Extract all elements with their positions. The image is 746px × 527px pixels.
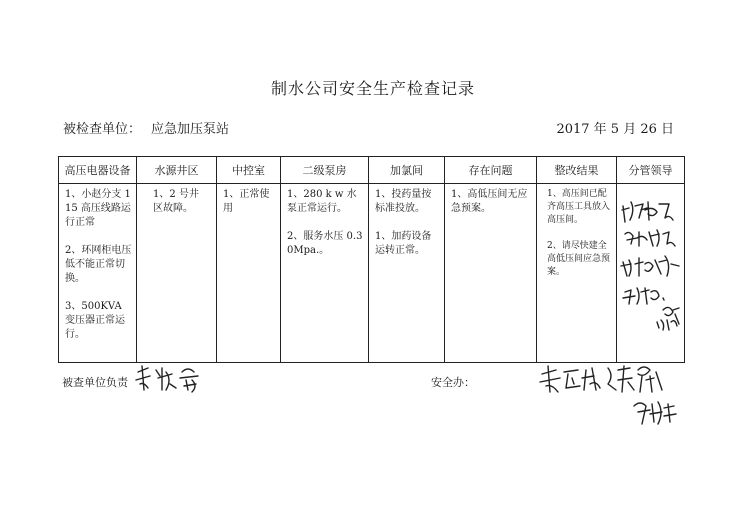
header-leader: 分管领导 (617, 157, 685, 184)
inspected-unit-row (63, 118, 229, 137)
safety-office-label: 安全办： (431, 376, 475, 389)
cell-pump-room: 1、280 k w 水泵正常运行。 2、服务水压 0.30Mpa.。 (281, 184, 369, 363)
cell-control-room: 1、正常使用 (217, 184, 281, 363)
header-control-room: 中控室 (217, 157, 281, 184)
table-header-row (59, 157, 685, 184)
header-chlorination-room: 加氯间 (369, 157, 445, 184)
cell-high-voltage: 1、小赵分支 115 高压线路运行正常 2、环网柜电压低不能正常切换。 3、500KVA 变压器正常运行。 (59, 184, 137, 363)
header-well-area: 水源井区 (137, 157, 217, 184)
leader-handwritten-note (617, 184, 685, 334)
document-title: 制水公司安全生产检查记录 (270, 79, 475, 98)
header-pump-room: 二级泵房 (281, 157, 369, 184)
inspected-unit-label: 被检查单位： (63, 122, 142, 137)
inspected-person-label: 被查单位负责 (62, 376, 128, 389)
header-rectification: 整改结果 (537, 157, 617, 184)
cell-leader-handwriting (617, 184, 685, 363)
cell-rectification: 1、高压间已配齐高压工具放入高压间。 2、请尽快建全高低压间应急预案。 (537, 184, 617, 363)
inspected-unit-value: 应急加压泵站 (151, 122, 230, 137)
safety-office-signature (538, 362, 688, 432)
header-problems: 存在问题 (445, 157, 537, 184)
table-row (59, 184, 685, 363)
cell-chlorination-room: 1、投药量按标准投放。 1、加药设备运转正常。 (369, 184, 445, 363)
inspection-date: 2017 年 5 月 26 日 (556, 122, 674, 137)
header-high-voltage: 高压电器设备 (59, 157, 137, 184)
inspection-table (58, 156, 685, 363)
cell-well-area: 1、2 号井区故障。 (137, 184, 217, 363)
inspected-person-signature (132, 362, 212, 396)
cell-problems: 1、高低压间无应急预案。 (445, 184, 537, 363)
